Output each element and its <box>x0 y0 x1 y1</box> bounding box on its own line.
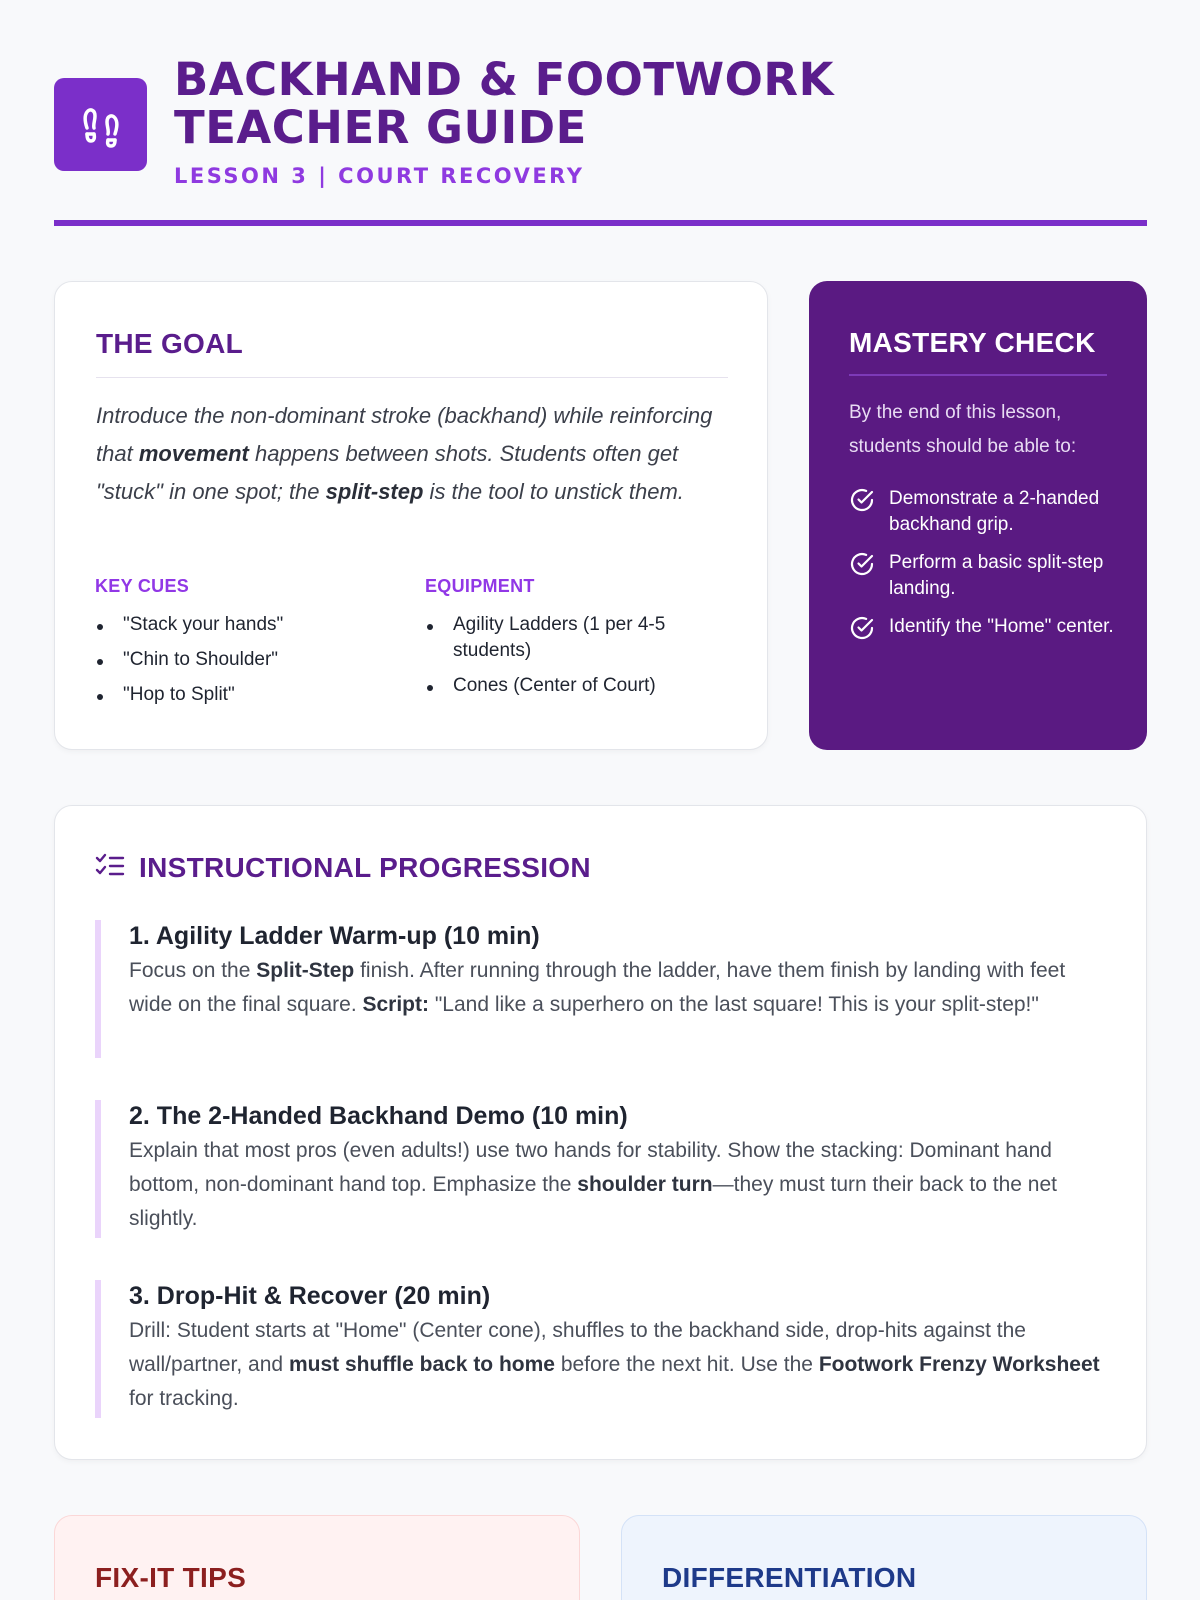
step-emphasis: Split-Step <box>256 959 355 982</box>
step-emphasis: Footwork Frenzy Worksheet <box>818 1353 1100 1376</box>
goal-description <box>96 397 736 511</box>
equipment-label: EQUIPMENT <box>425 576 535 596</box>
list-item <box>849 550 1119 602</box>
step-text: Drill: Student starts at "Home" (Center cone), shuffles to the backhand side, drop-hits against the wall/partner, and <box>129 1319 1026 1376</box>
mastery-intro: By the end of this lesson, students should be able to: <box>849 402 1077 457</box>
mastery-item-text: Demonstrate a 2-handed backhand grip. <box>889 488 1100 535</box>
list-item: Agility Ladders (1 per 4-5 students) <box>425 612 725 664</box>
progression-step-3 <box>95 1280 1105 1418</box>
step-title: 3. Drop-Hit & Recover (20 min) <box>129 1282 491 1310</box>
step-body <box>129 1134 1105 1236</box>
goal-text-part: happens between shots. Students often get "stuck" in one spot; the <box>96 441 679 504</box>
step-body <box>129 1314 1105 1416</box>
header-divider <box>54 220 1147 226</box>
list-item: "Chin to Shoulder" <box>95 647 375 673</box>
page-title <box>174 53 834 154</box>
step-body <box>129 954 1105 1022</box>
list-item <box>849 614 1119 640</box>
step-title: 1. Agility Ladder Warm-up (10 min) <box>129 922 540 950</box>
title-line-1: BACKHAND & FOOTWORK <box>174 53 834 106</box>
title-line-2: TEACHER GUIDE <box>174 101 587 154</box>
differentiation-heading: DIFFERENTIATION <box>662 1562 917 1593</box>
step-text: Explain that most pros (even adults!) use two hands for stability. Show the stacking: Dominant hand bottom, non-dominant hand top. Emphasize the <box>129 1139 1052 1196</box>
page-header <box>54 53 1147 226</box>
step-emphasis: shoulder turn <box>577 1173 713 1196</box>
list-item <box>849 486 1119 538</box>
lesson-subtitle: LESSON 3 | COURT RECOVERY <box>174 164 585 188</box>
list-item: "Stack your hands" <box>95 612 375 638</box>
progression-heading: INSTRUCTIONAL PROGRESSION <box>139 852 591 883</box>
check-circle-icon <box>849 488 875 522</box>
step-text: for tracking. <box>129 1387 239 1410</box>
footprints-icon <box>54 78 147 171</box>
step-text: Focus on the <box>129 959 257 982</box>
progression-card <box>54 805 1147 1460</box>
list-item: "Hop to Split" <box>95 682 375 708</box>
key-cues-list <box>95 612 375 717</box>
step-text: finish. After running through the ladder, have them finish by landing with feet wide on the final square. <box>129 959 1066 1016</box>
step-emphasis: must shuffle back to home <box>288 1353 555 1376</box>
goal-emphasis-split-step: split-step <box>325 479 424 504</box>
goal-divider <box>96 377 728 378</box>
progression-step-2 <box>95 1100 1105 1238</box>
goal-text-part: Introduce the non-dominant stroke (backhand) while reinforcing that <box>96 403 713 466</box>
progression-step-1 <box>95 920 1105 1058</box>
mastery-heading: MASTERY CHECK <box>849 327 1096 358</box>
key-cues-label: KEY CUES <box>95 576 190 596</box>
progression-header <box>95 852 591 884</box>
list-item: Cones (Center of Court) <box>425 673 725 699</box>
goal-text-part: is the tool to unstick them. <box>423 479 684 504</box>
step-title: 2. The 2-Handed Backhand Demo (10 min) <box>129 1102 628 1130</box>
step-emphasis: Script: <box>362 993 429 1016</box>
goal-emphasis-movement: movement <box>138 441 249 466</box>
fix-it-tips-card <box>54 1515 580 1600</box>
equipment-list <box>425 612 725 708</box>
mastery-list <box>849 486 1119 652</box>
mastery-item-text: Identify the "Home" center. <box>889 616 1114 637</box>
goal-heading: THE GOAL <box>96 328 244 359</box>
step-text: —they must turn their back to the net slightly. <box>129 1173 1057 1230</box>
check-circle-icon <box>849 552 875 586</box>
mastery-item-text: Perform a basic split-step landing. <box>889 552 1104 599</box>
differentiation-card <box>621 1515 1147 1600</box>
fix-it-heading: FIX-IT TIPS <box>95 1562 247 1593</box>
mastery-divider <box>849 374 1107 376</box>
checklist-icon <box>95 853 125 884</box>
check-circle-icon <box>849 616 875 650</box>
step-text: before the next hit. Use the <box>554 1353 819 1376</box>
step-text: "Land like a superhero on the last square! This is your split-step!" <box>429 993 1039 1016</box>
